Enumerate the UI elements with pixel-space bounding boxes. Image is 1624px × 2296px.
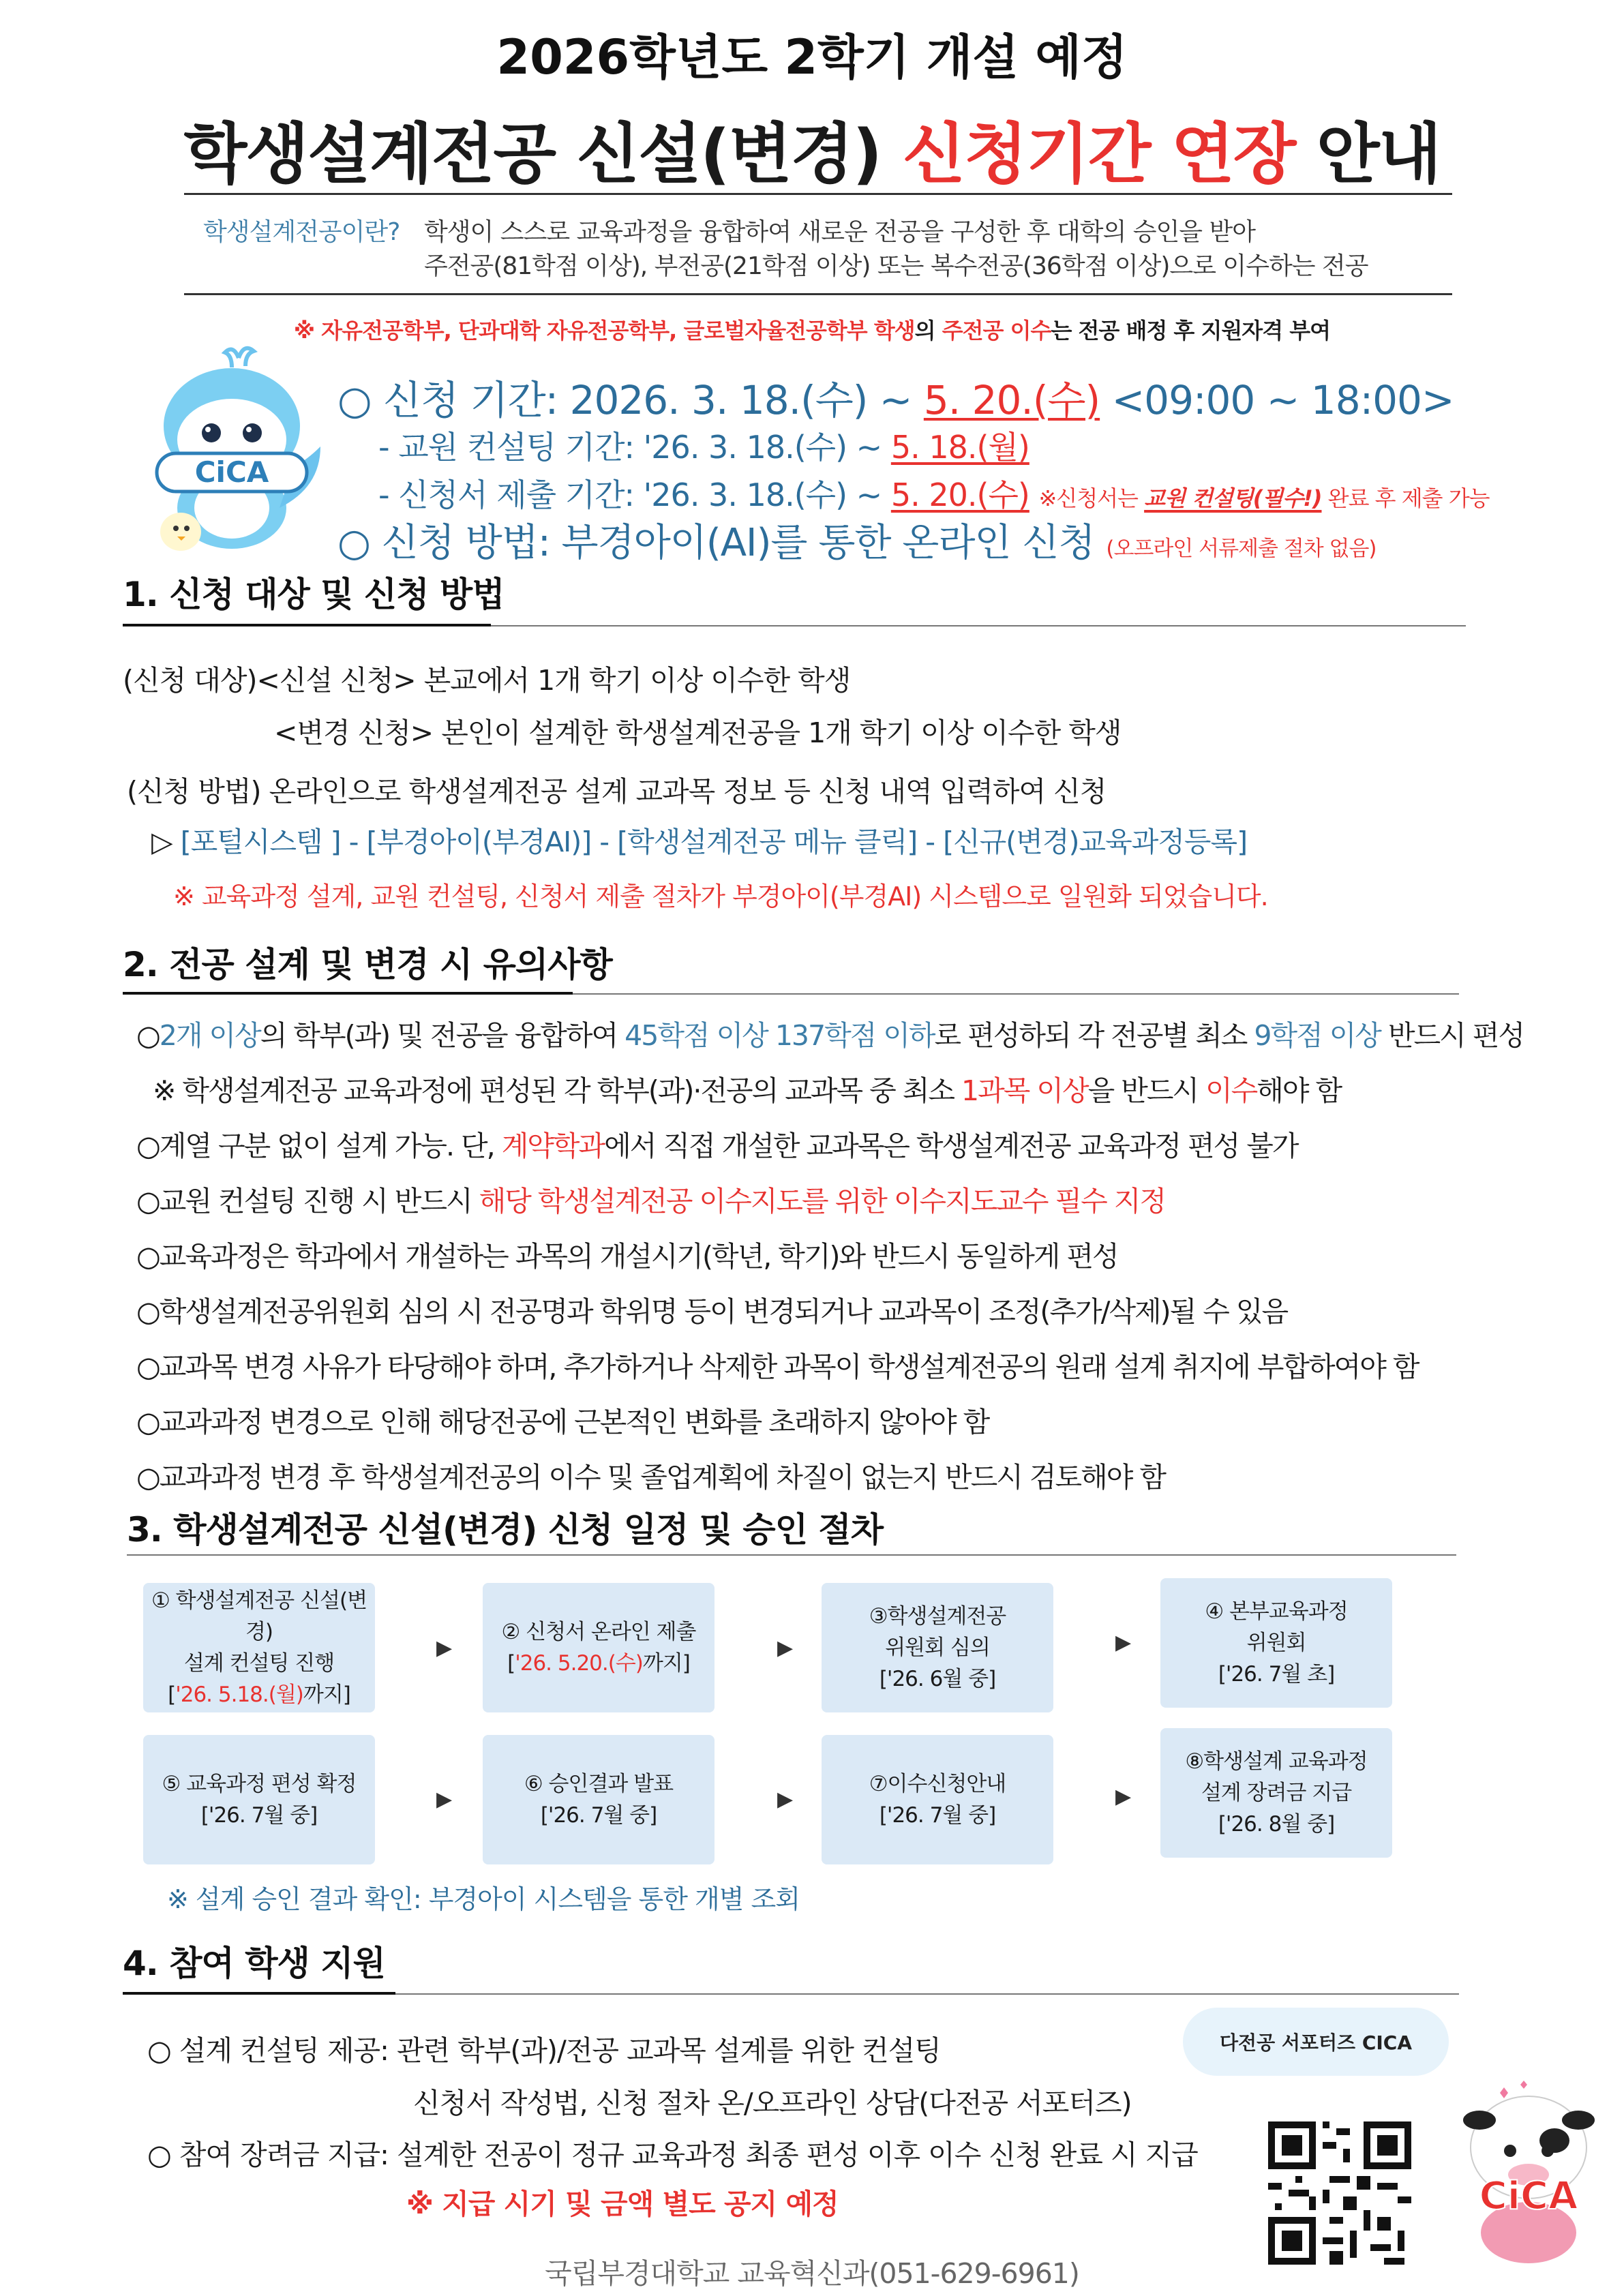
section-4-rule — [395, 1993, 1459, 1995]
section-3-rule — [127, 1554, 1456, 1556]
process-arrow: ▶ — [777, 1787, 794, 1811]
caution-item-3: ○계열 구분 없이 설계 가능. 단, 계약학과에서 직접 개설한 교과목은 학생설계전공 교육과정 편성 불가 — [136, 1130, 1298, 1162]
caution-item-8: ○교과과정 변경으로 인해 해당전공에 근본적인 변화를 초래하지 않아야 함 — [136, 1406, 989, 1438]
process-step-1: ① 학생설계전공 신설(변경) 설계 컨설팅 진행 ['26. 5.18.(월)까지] — [143, 1583, 375, 1712]
eligibility-note-a: ※ 자유전공학부, 단과대학 자유전공학부, 글로벌자율전공학부 학생 — [293, 318, 915, 344]
caution-item-1: ○2개 이상의 학부(과) 및 전공을 융합하여 45학점 이상 137학점 이하로 편성하되 각 전공별 최소 9학점 이상 반드시 편성 — [136, 1019, 1524, 1052]
period-hours: <09:00 ~ 18:00> — [1100, 377, 1454, 423]
section-2-underline — [123, 992, 573, 995]
system-note: ※ 교육과정 설계, 교원 컨설팅, 신청서 제출 절차가 부경아이(부경AI) 시스템으로 일원화 되었습니다. — [173, 881, 1268, 911]
mascot-sash-text: CiCA — [194, 455, 269, 489]
header-subtitle: 2026학년도 2학기 개설 예정 — [496, 29, 1128, 85]
supporters-bubble — [1183, 2008, 1449, 2076]
caution-item-2: ※ 학생설계전공 교육과정에 편성된 각 학부(과)·전공의 교과목 중 최소 1과목 이상을 반드시 이수해야 함 — [153, 1074, 1342, 1107]
definition-text-2: 주전공(81학점 이상), 부전공(21학점 이상) 또는 복수전공(36학점 이상)으로 이수하는 전공 — [424, 252, 1368, 280]
process-arrow: ▶ — [1115, 1785, 1132, 1809]
system-path-text: [포털시스템 ] - [부경아이(부경AI)] - [학생설계전공 메뉴 클릭] - [신규(변경)교육과정등록] — [180, 826, 1248, 858]
section-1-underline — [123, 624, 491, 626]
caution-item-5: ○교육과정은 학과에서 개설하는 과목의 개설시기(학년, 학기)와 반드시 동일하게 편성 — [136, 1240, 1118, 1273]
process-step-2: ② 신청서 온라인 제출 ['26. 5.20.(수)까지] — [483, 1583, 715, 1712]
cow-mascot-image — [1452, 2072, 1606, 2263]
title-part-3: 안내 — [1316, 116, 1441, 192]
process-step-7: ⑦이수신청안내 ['26. 7월 중] — [822, 1735, 1053, 1864]
eligibility-note-b: 의 — [914, 318, 935, 344]
process-step-8: ⑧학생설계 교육과정 설계 장려금 지급 ['26. 8월 중] — [1160, 1728, 1392, 1858]
period-end-date: 5. 20.(수) — [923, 377, 1100, 423]
caution-item-7: ○교과목 변경 사유가 타당해야 하며, 추가하거나 삭제한 과목이 학생설계전공의 원래 설계 취지에 부합하여야 함 — [136, 1350, 1419, 1383]
period-submission-a: - 신청서 제출 기간: '26. 3. 18.(수) ~ — [378, 477, 891, 513]
section-1-title: 1. 신청 대상 및 신청 방법 — [123, 575, 505, 614]
period-submission — [378, 470, 1490, 515]
definition-label: 학생설계전공이란? — [203, 218, 400, 246]
period-main-a: ○ 신청 기간: 2026. 3. 18.(수) ~ — [337, 377, 924, 423]
approval-note: ※ 설계 승인 결과 확인: 부경아이 시스템을 통한 개별 조회 — [167, 1884, 800, 1914]
section-4-underline — [123, 1992, 395, 1995]
path-arrow-icon: ▷ — [151, 826, 181, 858]
supporters-bubble-text: 다전공 서포터즈 CICA — [1219, 2031, 1413, 2054]
scholarship-note: ※ 지급 시기 및 금액 별도 공지 예정 — [406, 2188, 839, 2220]
section-4-title: 4. 참여 학생 지원 — [123, 1944, 385, 1983]
qr-code-image[interactable] — [1261, 2115, 1418, 2271]
title-part-1: 학생설계전공 신설(변경) — [183, 116, 882, 192]
divider — [184, 193, 1452, 195]
eligibility-note-c: 주전공 이수 — [942, 318, 1051, 344]
mascot-badge-text: CiCA — [1479, 2174, 1578, 2218]
system-path — [151, 819, 1247, 860]
section-3-title: 3. 학생설계전공 신설(변경) 신청 일정 및 승인 절차 — [127, 1510, 884, 1550]
apply-method-a: ○ 신청 방법: 부경아이(AI)를 통한 온라인 신청 — [337, 521, 1095, 565]
method-text: (신청 방법) 온라인으로 학생설계전공 설계 교과목 정보 등 신청 내역 입력하여 신청 — [127, 775, 1107, 808]
apply-method — [337, 513, 1377, 567]
process-step-6: ⑥ 승인결과 발표 ['26. 7월 중] — [483, 1735, 715, 1864]
section-2-title: 2. 전공 설계 및 변경 시 유의사항 — [123, 945, 612, 984]
section-1-rule — [491, 625, 1466, 626]
period-main — [337, 368, 1454, 425]
target-change: <변경 신청> 본인이 설계한 학생설계전공을 1개 학기 이상 이수한 학생 — [274, 716, 1122, 749]
apply-method-note: (오프라인 서류제출 절차 없음) — [1106, 537, 1377, 561]
eligibility-note — [0, 314, 1624, 345]
period-submission-note: ※신청서는 교원 컨설팅(필수!) 완료 후 제출 가능 — [1038, 485, 1490, 511]
footer-contact: 국립부경대학교 교육혁신과(051-629-6961) — [545, 2257, 1079, 2290]
caution-item-9: ○교과과정 변경 후 학생설계전공의 이수 및 졸업계획에 차질이 없는지 반드시 검토해야 함 — [136, 1461, 1165, 1494]
eligibility-note-d: 는 전공 배정 후 지원자격 부여 — [1051, 318, 1331, 344]
process-arrow: ▶ — [436, 1787, 453, 1811]
support-scholarship: ○ 참여 장려금 지급: 설계한 전공이 정규 교육과정 최종 편성 이후 이수 신청 완료 시 지급 — [147, 2139, 1198, 2171]
caution-item-6: ○학생설계전공위원회 심의 시 전공명과 학위명 등이 변경되거나 교과목이 조정(추가/삭제)될 수 있음 — [136, 1295, 1288, 1328]
period-submission-end: 5. 20.(수) — [890, 477, 1029, 513]
support-consulting: ○ 설계 컨설팅 제공: 관련 학부(과)/전공 교과목 설계를 위한 컨설팅 — [147, 2034, 941, 2067]
caution-item-4: ○교원 컨설팅 진행 시 반드시 해당 학생설계전공 이수지도를 위한 이수지도교수 필수 지정 — [136, 1185, 1165, 1218]
process-step-4: ④ 본부교육과정 위원회 ['26. 7월 초] — [1160, 1578, 1392, 1708]
section-2-rule — [573, 993, 1459, 995]
process-arrow: ▶ — [436, 1636, 453, 1660]
period-consulting — [378, 423, 1029, 468]
target-new: (신청 대상)<신설 신청> 본교에서 1개 학기 이상 이수한 학생 — [123, 664, 851, 697]
process-step-5: ⑤ 교육과정 편성 확정 ['26. 7월 중] — [143, 1735, 375, 1864]
whale-mascot-image — [136, 344, 334, 556]
support-consulting-detail: 신청서 작성법, 신청 절차 온/오프라인 상담(다전공 서포터즈) — [413, 2087, 1132, 2119]
divider — [184, 293, 1452, 295]
period-consulting-end: 5. 18.(월) — [890, 429, 1029, 466]
process-step-3: ③학생설계전공 위원회 심의 ['26. 6월 중] — [822, 1583, 1053, 1712]
definition-text-1: 학생이 스스로 교육과정을 융합하여 새로운 전공을 구성한 후 대학의 승인을 받아 — [424, 218, 1256, 246]
title-part-2: 신청기간 연장 — [902, 116, 1295, 192]
process-arrow: ▶ — [1115, 1631, 1132, 1655]
period-consulting-a: - 교원 컨설팅 기간: '26. 3. 18.(수) ~ — [378, 429, 891, 466]
page-title — [0, 102, 1624, 196]
process-arrow: ▶ — [777, 1636, 794, 1660]
